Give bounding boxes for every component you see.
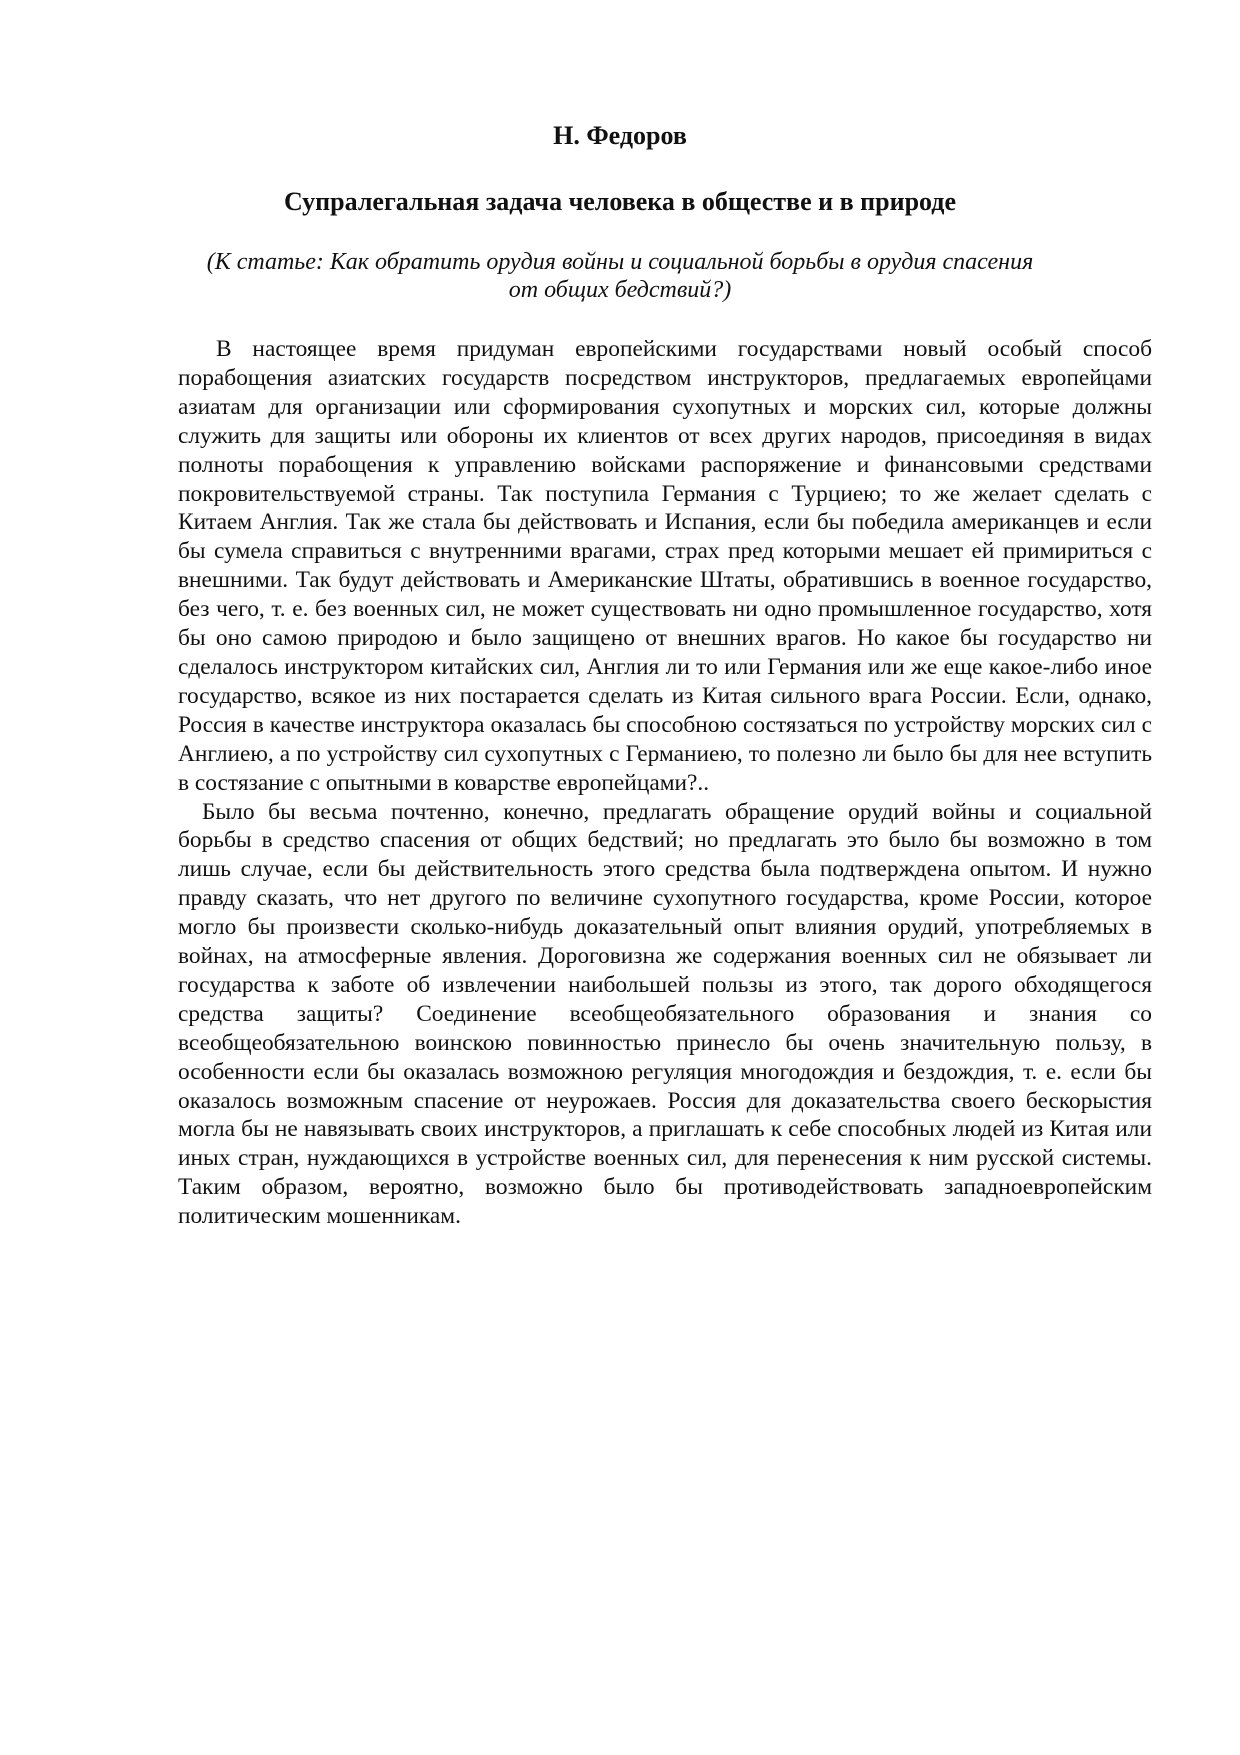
paragraph-2: Было бы весьма почтенно, конечно, предлагать обращение орудий войны и социальной борьбы в средство спасения от общих бедствий; но предлагать это было бы возможно в том лишь случае, если бы действительность этого средства была подтверждена опытом. И нужно правду сказать, что нет другого по величине сухопутного государства, кроме России, которое могло бы произвести сколько-нибудь доказательный опыт влияния орудий, употребляемых в войнах, на атмосферные явления. Дороговизна же содержания военных сил не обязывает ли государства к заботе об извлечении наибольшей пользы из этого, так дорого обходящегося средства защиты? Соединение всеобщеобязательного образования и знания со всеобщеобязательною воинскою повинностью принесло бы очень значительную пользу, в особенности если бы оказалась возможною регуляция многодождия и бездождия, т. е. если бы оказалось возможным спасение от неурожаев. Россия для доказательства своего бескорыстия могла бы не навязывать своих инструкторов, а приглашать к себе способных людей из Китая или иных стран, нуждающихся в устройстве военных сил, для перенесения к ним русской системы. Таким образом, вероятно, возможно было бы противодействовать западноевропейским политическим мошенникам.	[178, 798, 1152, 1230]
author-name: Н. Федоров	[553, 121, 687, 150]
article-body	[178, 335, 1152, 1231]
paragraph-1: В настоящее время придуман европейскими государствами новый особый способ порабощения азиатских государств посредством инструкторов, предлагаемых европейцами азиатам для организации или сформирования сухопутных и морских сил, которые должны служить для защиты или обороны их клиентов от всех других народов, присоединяя в видах полноты порабощения к управлению войсками распоряжение и финансовыми средствами покровительствуемой страны. Так поступила Германия с Турциею; то же желает сделать с Китаем Англия. Так же стала бы действовать и Испания, если бы победила американцев и если бы сумела справиться с внутренними врагами, страх пред которыми мешает ей примириться с внешними. Так будут действовать и Американские Штаты, обратившись в военное государство, без чего, т. е. без военных сил, не может существовать ни одно промышленное государство, хотя бы оно самою природою и было защищено от внешних врагов. Но какое бы государство ни сделалось инструктором китайских сил, Англия ли то или Германия или же еще какое-либо иное государство, всякое из них постарается сделать из Китая сильного врага России. Если, однако, Россия в качестве инструктора оказалась бы способною состязаться по устройству морских сил с Англиею, а по устройству сил сухопутных с Германиею, то полезно ли было бы для нее вступить в состязание с опытными в коварстве европейцами?..	[178, 336, 1152, 796]
article-title: Супралегальная задача человека в обществе и в природе	[284, 187, 956, 216]
article-subtitle: (К статье: Как обратить орудия войны и социальной борьбы в орудия спасения от общих бедствий?)	[206, 249, 1034, 303]
